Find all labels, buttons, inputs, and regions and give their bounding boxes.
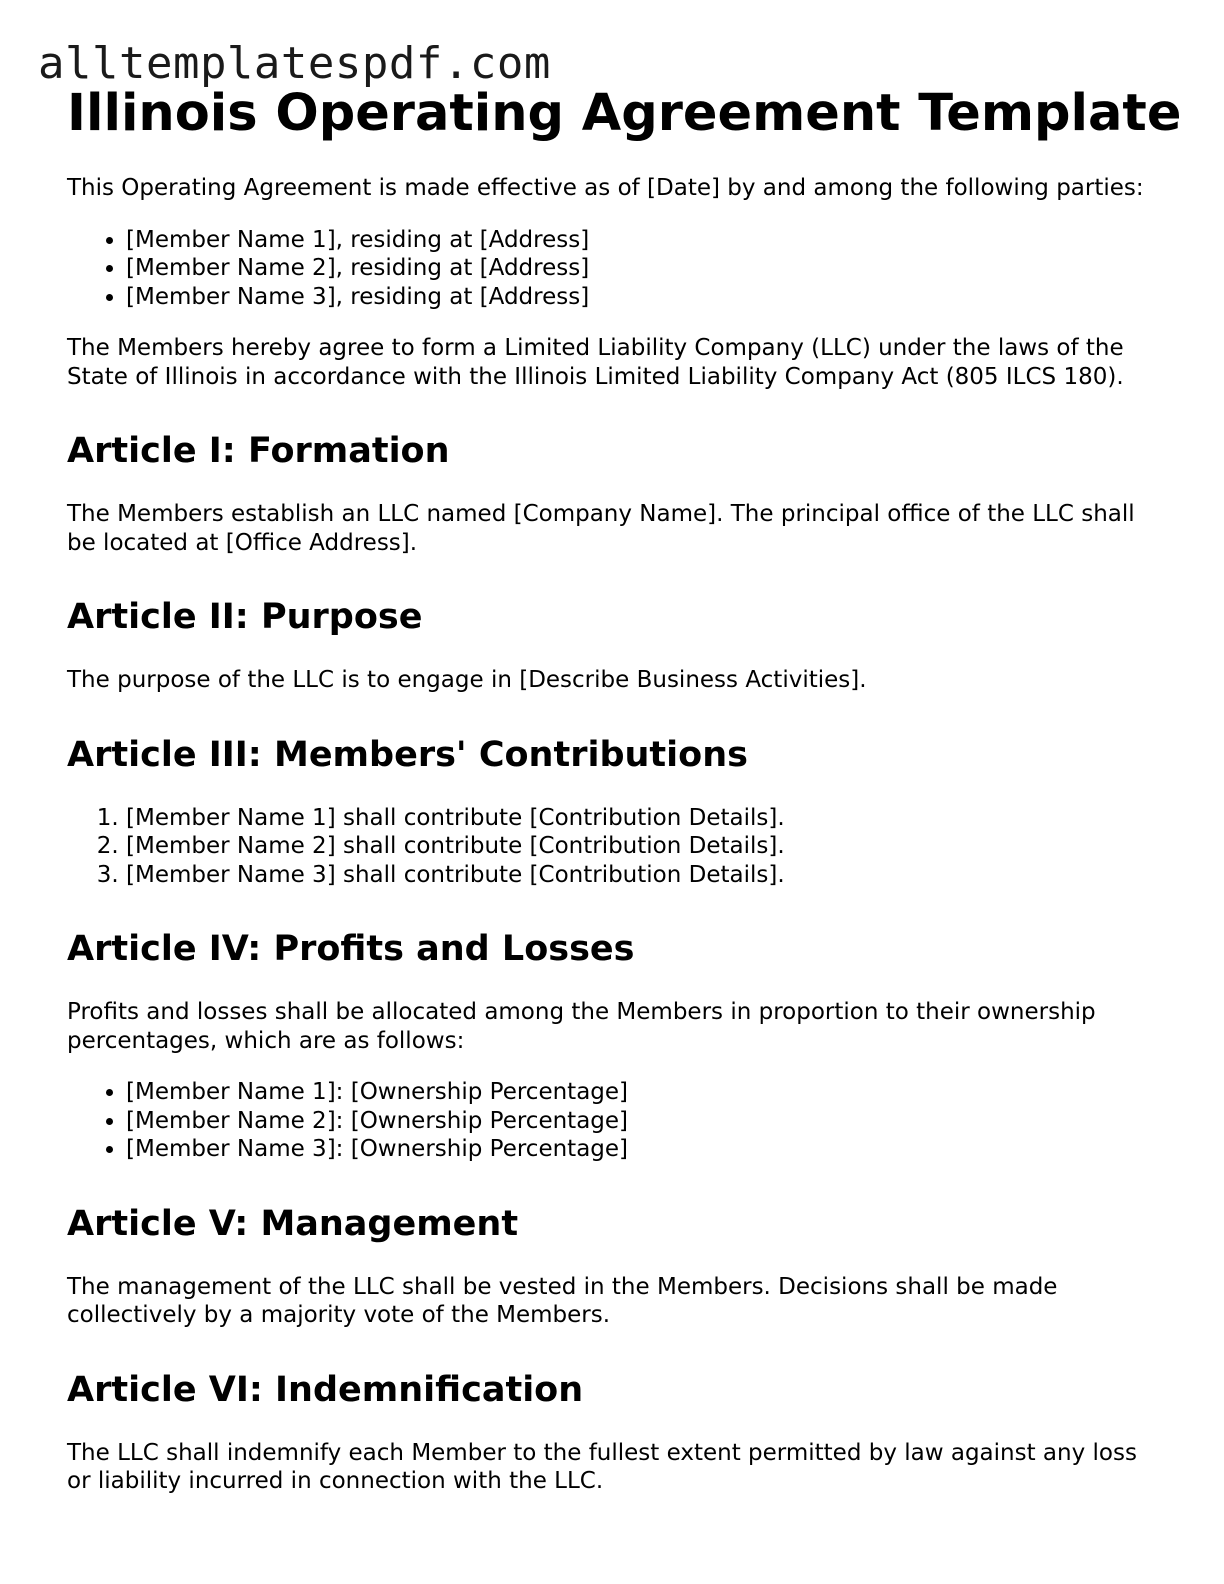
list-item: • [Member Name 1]: [Ownership Percentage] xyxy=(126,1078,1147,1107)
list-item: 2. [Member Name 2] shall contribute [Contribution Details]. xyxy=(126,832,1147,861)
list-item: • [Member Name 1], residing at [Address] xyxy=(126,226,1147,255)
intro-paragraph: This Operating Agreement is made effective as of [Date] by and among the following parties: xyxy=(67,175,1144,201)
formation-statement: The Members hereby agree to form a Limited Liability Company (LLC) under the laws of the State of Illinois in accordance with the Illinois Limited Liability Company Act (805 ILCS 180). xyxy=(67,335,1124,390)
list-item: • [Member Name 3], residing at [Address] xyxy=(126,283,1147,312)
list-item: • [Member Name 2]: [Ownership Percentage] xyxy=(126,1107,1147,1136)
article-1-heading: Article I: Formation xyxy=(67,431,450,471)
document-title: Illinois Operating Agreement Template xyxy=(67,84,1182,143)
article-5-body: The management of the LLC shall be vested in the Members. Decisions shall be made collectively by a majority vote of the Members. xyxy=(67,1273,1058,1328)
list-item: 1. [Member Name 1] shall contribute [Contribution Details]. xyxy=(126,804,1147,833)
article-6-body: The LLC shall indemnify each Member to the fullest extent permitted by law against any loss or liability incurred in connection with the LLC. xyxy=(67,1439,1137,1494)
article-2-heading: Article II: Purpose xyxy=(67,597,423,637)
document-body xyxy=(67,82,1182,1496)
article-4-heading: Article IV: Profits and Losses xyxy=(67,929,635,969)
article-5-heading: Article V: Management xyxy=(67,1203,519,1244)
article-4-body: Profits and losses shall be allocated among the Members in proportion to their ownership percentages, which are as follows: xyxy=(67,999,1096,1054)
article-1-body: The Members establish an LLC named [Company Name]. The principal office of the LLC shall be located at [Office Address]. xyxy=(67,501,1135,556)
article-6-heading: Article VI: Indemnification xyxy=(67,1369,584,1410)
parties-list xyxy=(67,226,1147,312)
list-item: • [Member Name 3]: [Ownership Percentage] xyxy=(126,1135,1147,1164)
article-2-body: The purpose of the LLC is to engage in [Describe Business Activities]. xyxy=(67,667,867,693)
list-item: 3. [Member Name 3] shall contribute [Contribution Details]. xyxy=(126,861,1147,890)
ownership-list xyxy=(67,1078,1147,1164)
contributions-list xyxy=(67,804,1147,890)
article-3-heading: Article III: Members' Contributions xyxy=(67,734,748,775)
list-item: • [Member Name 2], residing at [Address] xyxy=(126,254,1147,283)
site-watermark: alltemplatespdf.com xyxy=(38,38,551,89)
